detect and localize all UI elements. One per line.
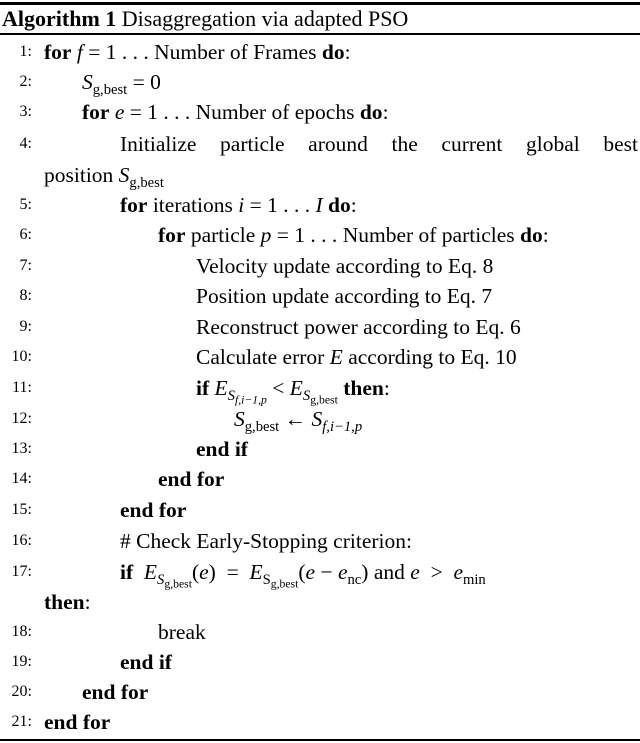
keyword: end for bbox=[44, 710, 111, 734]
text: : bbox=[344, 40, 351, 64]
math: < bbox=[266, 376, 290, 400]
math: S bbox=[157, 572, 165, 589]
math: = bbox=[221, 560, 245, 584]
line-number: 18: bbox=[11, 623, 32, 640]
math-sub: nc bbox=[347, 572, 362, 589]
math-sub: g,best bbox=[129, 175, 164, 192]
line-number: 8: bbox=[19, 287, 32, 304]
math-sub: g,best bbox=[310, 393, 338, 407]
math-sub: f,i−1,p bbox=[234, 393, 267, 407]
math: I bbox=[315, 193, 323, 217]
line-number: 14: bbox=[11, 470, 32, 487]
line-number: 5: bbox=[19, 196, 32, 213]
line-number: 13: bbox=[11, 440, 32, 457]
math: = 0 bbox=[127, 70, 161, 94]
text: : bbox=[383, 376, 390, 400]
text: iterations bbox=[152, 193, 239, 217]
math: S bbox=[227, 388, 235, 405]
math: ( bbox=[298, 560, 306, 584]
text: : bbox=[382, 100, 389, 124]
keyword: do bbox=[359, 100, 383, 124]
keyword: end if bbox=[120, 650, 172, 674]
math-sub: g,best bbox=[92, 82, 128, 99]
math: e bbox=[410, 560, 420, 584]
line-number: 11: bbox=[12, 379, 32, 396]
math: f bbox=[76, 40, 83, 64]
text: Initialize particle around the current global best bbox=[120, 132, 638, 156]
math-sub: f,i−1,p bbox=[322, 419, 363, 436]
keyword: end for bbox=[82, 680, 149, 704]
text: according to Eq. 10 bbox=[342, 345, 517, 369]
text: Velocity update according to Eq. 8 bbox=[196, 254, 494, 278]
bottom-rule bbox=[0, 739, 640, 741]
line-number: 10: bbox=[11, 348, 32, 365]
text: Number of particles bbox=[342, 223, 520, 247]
algorithm-caption bbox=[2, 5, 408, 33]
math: S bbox=[262, 572, 271, 589]
math: S bbox=[118, 163, 130, 187]
math: ) bbox=[208, 560, 216, 584]
math: = 1 . . . bbox=[124, 100, 196, 124]
math: e bbox=[453, 560, 463, 584]
math: E bbox=[289, 376, 303, 400]
line-number: 15: bbox=[11, 501, 32, 518]
math: e bbox=[114, 100, 125, 124]
keyword: end for bbox=[158, 467, 225, 491]
math: ) bbox=[361, 560, 369, 584]
text: Number of Frames bbox=[154, 40, 322, 64]
line-number: 20: bbox=[11, 683, 32, 700]
line-number: 19: bbox=[11, 653, 32, 670]
text: Number of epochs bbox=[195, 100, 360, 124]
math: i bbox=[238, 193, 245, 217]
text: : bbox=[84, 590, 91, 614]
text: : bbox=[350, 193, 357, 217]
keyword: do bbox=[520, 223, 543, 247]
algorithm-title: Disaggregation via adapted PSO bbox=[121, 6, 409, 31]
math: E bbox=[249, 560, 263, 584]
math-sub: min bbox=[463, 572, 486, 589]
math: = 1 . . . bbox=[271, 223, 343, 247]
keyword: do bbox=[328, 193, 351, 217]
math: > bbox=[425, 560, 449, 584]
line-number: 1: bbox=[19, 43, 32, 60]
line-number: 16: bbox=[11, 532, 32, 549]
text: break bbox=[158, 620, 206, 644]
keyword: for bbox=[158, 223, 186, 247]
line-number: 7: bbox=[19, 257, 32, 274]
text: Calculate error bbox=[196, 345, 330, 369]
keyword: end if bbox=[196, 437, 248, 461]
keyword: then bbox=[44, 590, 85, 614]
line-number: 21: bbox=[11, 713, 32, 730]
math-sub: g,best bbox=[164, 577, 192, 591]
line-number: 6: bbox=[19, 226, 32, 243]
line-number: 3: bbox=[19, 103, 32, 120]
line-number: 17: bbox=[11, 563, 32, 580]
text: position bbox=[44, 163, 119, 187]
math: S bbox=[234, 407, 245, 431]
keyword: then bbox=[343, 376, 384, 400]
math-sub: g,best bbox=[270, 577, 299, 591]
math: E bbox=[329, 345, 343, 369]
keyword: for bbox=[44, 40, 72, 64]
text: Reconstruct power according to Eq. 6 bbox=[196, 315, 521, 339]
keyword: end for bbox=[120, 498, 187, 522]
math: − bbox=[315, 560, 338, 584]
math: e bbox=[337, 560, 348, 584]
math: = 1 . . . bbox=[82, 40, 155, 64]
line-number: 4: bbox=[19, 135, 32, 152]
text: particle bbox=[190, 223, 261, 247]
keyword: for bbox=[82, 100, 110, 124]
math: S bbox=[302, 388, 311, 405]
math: ( bbox=[191, 560, 200, 584]
line-number: 12: bbox=[11, 410, 32, 427]
math: E bbox=[214, 376, 228, 400]
math: e bbox=[305, 560, 316, 584]
line-number: 2: bbox=[19, 73, 32, 90]
text: Position update according to Eq. 7 bbox=[196, 284, 493, 308]
math: E bbox=[143, 560, 158, 584]
text: and bbox=[373, 560, 405, 584]
keyword: do bbox=[321, 40, 345, 64]
text: : bbox=[542, 223, 549, 247]
math: S bbox=[311, 407, 323, 431]
algorithm-label: Algorithm 1 bbox=[2, 6, 117, 31]
math: = 1 . . . bbox=[244, 193, 316, 217]
caption-rule bbox=[0, 33, 640, 35]
keyword: if bbox=[120, 560, 134, 584]
math-sub: g,best bbox=[244, 419, 280, 436]
math: ← bbox=[279, 407, 312, 431]
math: S bbox=[82, 70, 93, 94]
line-number: 9: bbox=[19, 318, 32, 335]
keyword: for bbox=[120, 193, 148, 217]
keyword: if bbox=[196, 376, 210, 400]
comment: # Check Early-Stopping criterion: bbox=[120, 529, 412, 553]
math: e bbox=[199, 560, 209, 584]
math: p bbox=[260, 223, 272, 247]
